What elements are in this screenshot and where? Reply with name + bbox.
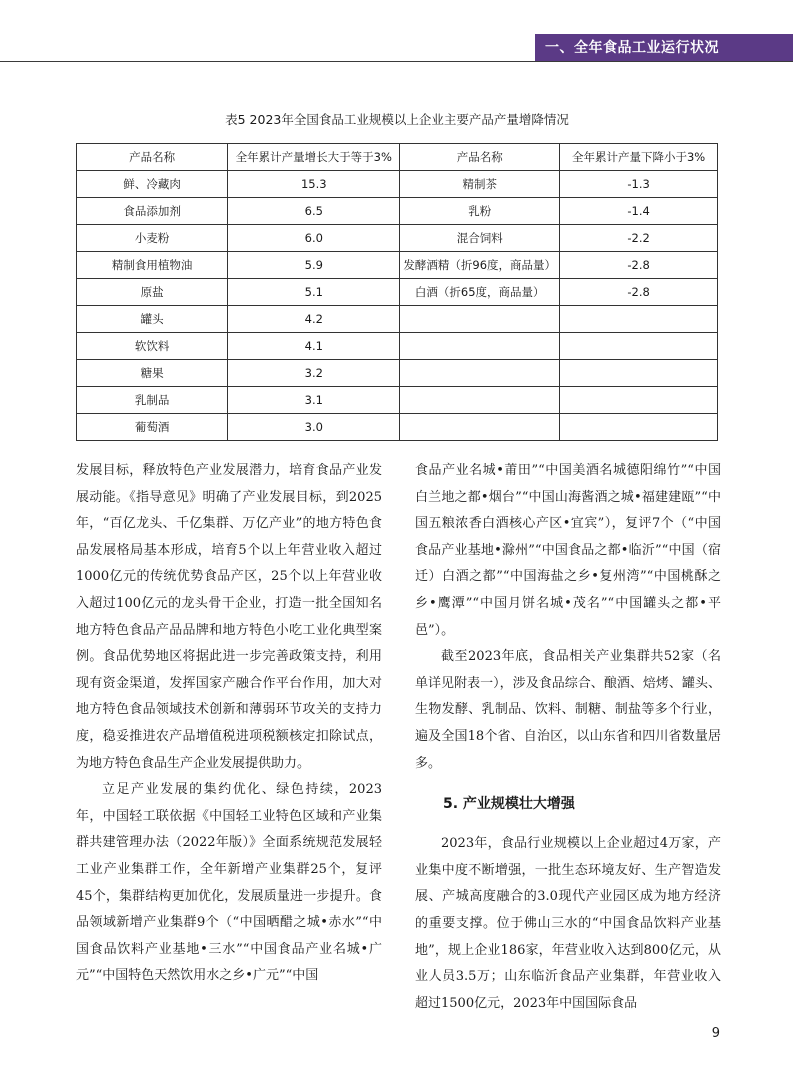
table-row bbox=[77, 225, 718, 252]
body-paragraph: 截至2023年底，食品相关产业集群共52家（名单详见附表一），涉及食品综合、酿酒、焙烤、罐头、生物发酵、乳制品、饮料、制糖、制盐等多个行业，遍及全国18个省、自治区，以山东省和四川省数量居多。 bbox=[415, 649, 721, 771]
table-cell bbox=[400, 306, 560, 333]
table-cell: 罐头 bbox=[77, 306, 228, 333]
table-cell: -1.4 bbox=[560, 198, 718, 225]
table-cell: 小麦粉 bbox=[77, 225, 228, 252]
table-cell: 4.2 bbox=[228, 306, 400, 333]
table-cell: -1.3 bbox=[560, 171, 718, 198]
body-paragraph: 发展目标，释放特色产业发展潜力，培育食品产业发展动能。《指导意见》明确了产业发展目标，到2025年，“百亿龙头、千亿集群、万亿产业”的地方特色食品发展格局基本形成，培育5个以上年营业收入超过1000亿元的传统优势食品产区，25个以上年营业收入超过100亿元的龙头骨干企业，打造一批全国知名地方特色食品产品品牌和地方特色小吃工业化典型案例。食品优势地区将据此进一步完善政策支持，利用现有资金渠道，发挥国家产融合作平台作用，加大对地方特色食品领域技术创新和薄弱环节攻关的支持力度，稳妥推进农产品增值税进项税额核定扣除试点，为地方特色食品生产企业发展提供助力。 bbox=[76, 463, 382, 771]
table-row bbox=[77, 414, 718, 441]
section-heading: 5. 产业规模壮大增强 bbox=[443, 796, 575, 813]
table-cell: -2.8 bbox=[560, 252, 718, 279]
table-cell bbox=[560, 414, 718, 441]
table-row bbox=[77, 198, 718, 225]
table-cell bbox=[560, 306, 718, 333]
table-cell: 5.9 bbox=[228, 252, 400, 279]
table-cell: 5.1 bbox=[228, 279, 400, 306]
body-paragraph: 食品产业名城•莆田”“中国美酒名城德阳绵竹”“中国白兰地之都•烟台”“中国山海酱酒之城•福建建瓯”“中国五粮浓香白酒核心产区•宜宾”），复评7个（“中国食品产业基地•滁州”“中国食品之都•临沂”“中国（宿迁）白酒之都”“中国海盐之乡•复州湾”“中国桃酥之乡•鹰潭”“中国月饼名城•茂名”“中国罐头之都•平邑”）。 bbox=[415, 463, 721, 638]
section-title: 一、全年食品工业运行状况 bbox=[545, 40, 719, 56]
table-cell: 6.0 bbox=[228, 225, 400, 252]
table-cell bbox=[560, 360, 718, 387]
table-row bbox=[77, 306, 718, 333]
table-cell: 软饮料 bbox=[77, 333, 228, 360]
table-cell: 白酒（折65度，商品量） bbox=[400, 279, 560, 306]
table-cell: 精制茶 bbox=[400, 171, 560, 198]
table-cell: 15.3 bbox=[228, 171, 400, 198]
body-text-left-column bbox=[76, 458, 382, 990]
body-paragraph: 2023年，食品行业规模以上企业超过4万家，产业集中度不断增强，一批生态环境友好、生产智造发展、产城高度融合的3.0现代产业园区成为地方经济的重要支撑。位于佛山三水的“中国食品饮料产业基地”，规上企业186家，年营业收入达到800亿元，从业人员3.5万；山东临沂食品产业集群，年营业收入超过1500亿元，2023年中国国际食品 bbox=[415, 836, 721, 1011]
table-cell: 鲜、冷藏肉 bbox=[77, 171, 228, 198]
table-row bbox=[77, 279, 718, 306]
table-cell: 乳制品 bbox=[77, 387, 228, 414]
table-cell: 3.1 bbox=[228, 387, 400, 414]
table-cell: 精制食用植物油 bbox=[77, 252, 228, 279]
table-cell bbox=[560, 333, 718, 360]
section-header-band bbox=[535, 34, 793, 62]
table-cell: 葡萄酒 bbox=[77, 414, 228, 441]
table-cell: 糖果 bbox=[77, 360, 228, 387]
table-cell: 发酵酒精（折96度，商品量） bbox=[400, 252, 560, 279]
table-cell: -2.8 bbox=[560, 279, 718, 306]
table-header-cell: 产品名称 bbox=[77, 144, 228, 171]
table-cell bbox=[400, 360, 560, 387]
table-row bbox=[77, 252, 718, 279]
table-cell: 原盐 bbox=[77, 279, 228, 306]
table-cell: 6.5 bbox=[228, 198, 400, 225]
table-cell bbox=[400, 414, 560, 441]
table-caption: 表5 2023年全国食品工业规模以上企业主要产品产量增降情况 bbox=[225, 112, 569, 127]
table-cell bbox=[400, 387, 560, 414]
table-header-row bbox=[77, 144, 718, 171]
table-cell: 3.0 bbox=[228, 414, 400, 441]
table-cell: 4.1 bbox=[228, 333, 400, 360]
product-output-table bbox=[76, 143, 718, 441]
body-text-right-column bbox=[415, 458, 721, 1017]
table-row bbox=[77, 171, 718, 198]
table-header-cell: 产品名称 bbox=[400, 144, 560, 171]
table-cell: -2.2 bbox=[560, 225, 718, 252]
table-row bbox=[77, 333, 718, 360]
body-paragraph: 立足产业发展的集约优化、绿色持续，2023年，中国轻工联依据《中国轻工业特色区域和产业集群共建管理办法（2022年版）》全面系统规范发展轻工业产业集群工作，全年新增产业集群25个，复评45个，集群结构更加优化，发展质量进一步提升。食品领域新增产业集群9个（“中国晒醋之城•赤水”“中国食品饮料产业基地•三水”“中国食品产业名城•广元”“中国特色天然饮用水之乡•广元”“中国 bbox=[76, 782, 382, 984]
header-divider bbox=[0, 61, 793, 62]
table-cell: 食品添加剂 bbox=[77, 198, 228, 225]
table-row bbox=[77, 360, 718, 387]
table-cell: 3.2 bbox=[228, 360, 400, 387]
page-number: 9 bbox=[711, 1026, 720, 1041]
table-cell bbox=[560, 387, 718, 414]
table-cell: 混合饲料 bbox=[400, 225, 560, 252]
table-header-cell: 全年累计产量下降小于3% bbox=[560, 144, 718, 171]
table-row bbox=[77, 387, 718, 414]
table-cell bbox=[400, 333, 560, 360]
table-cell: 乳粉 bbox=[400, 198, 560, 225]
table-header-cell: 全年累计产量增长大于等于3% bbox=[228, 144, 400, 171]
